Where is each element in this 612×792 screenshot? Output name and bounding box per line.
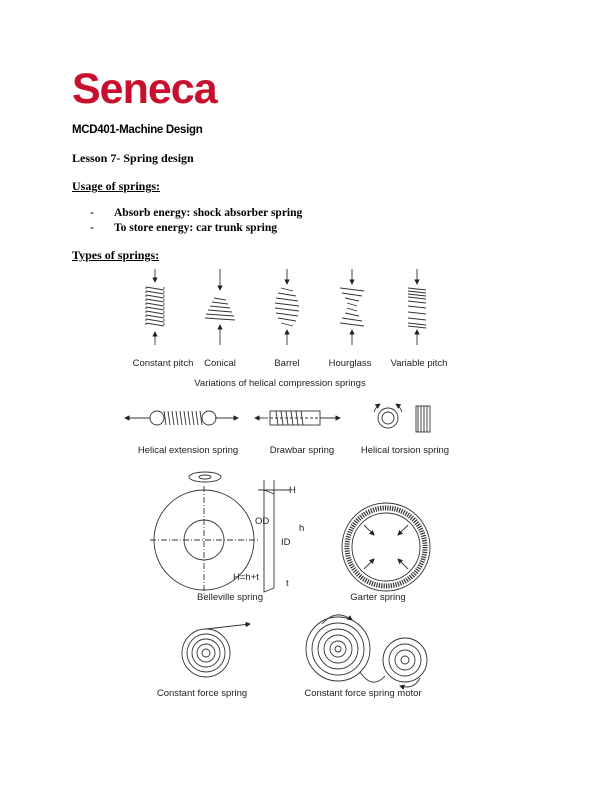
seneca-logo: Seneca: [72, 65, 217, 113]
dim-OD: OD: [255, 516, 270, 527]
compression-caption: Variations of helical compression springs: [194, 378, 366, 389]
constant-force-spring-icon: [182, 624, 250, 677]
usage-item-store: To store energy: car trunk spring: [114, 221, 278, 234]
dim-t: t: [286, 578, 289, 589]
dim-H: H: [289, 485, 296, 496]
hourglass-spring-icon: [340, 269, 364, 345]
bullet-dash: -: [90, 207, 94, 219]
label-drawbar: Drawbar spring: [269, 445, 335, 456]
constant-pitch-spring-icon: [146, 269, 164, 345]
variable-pitch-spring-icon: [408, 269, 426, 345]
lesson-title: Lesson 7- Spring design: [72, 151, 194, 165]
label-constant-force-motor: Constant force spring motor: [304, 688, 422, 699]
label-constant-force: Constant force spring: [156, 688, 248, 699]
usage-heading: Usage of springs:: [72, 179, 161, 193]
helical-extension-spring-icon: [125, 411, 238, 425]
usage-item-absorb: Absorb energy: shock absorber spring: [114, 207, 303, 219]
belleville-spring-icon: [150, 472, 290, 594]
label-variable-pitch: Variable pitch: [390, 358, 448, 369]
barrel-spring-icon: [275, 269, 299, 345]
bullet-dash: -: [90, 221, 94, 234]
garter-spring-icon: [342, 503, 430, 591]
label-barrel: Barrel: [274, 358, 300, 369]
label-garter: Garter spring: [350, 592, 406, 603]
label-helical-torsion: Helical torsion spring: [360, 445, 450, 456]
label-belleville: Belleville spring: [196, 592, 264, 603]
label-conical: Conical: [204, 358, 236, 369]
label-helical-extension: Helical extension spring: [137, 445, 239, 456]
label-constant-pitch: Constant pitch: [132, 358, 194, 369]
dim-ID: ID: [281, 537, 291, 548]
dim-h: h: [299, 523, 305, 534]
drawbar-spring-icon: [255, 411, 340, 425]
types-heading: Types of springs:: [72, 248, 160, 262]
conical-spring-icon: [205, 269, 235, 345]
helical-torsion-spring-icon: [374, 404, 430, 432]
dim-formula: H=h+t: [233, 572, 259, 583]
course-title: MCD401-Machine Design: [72, 124, 203, 136]
constant-force-spring-motor-icon: [306, 615, 427, 687]
label-hourglass: Hourglass: [328, 358, 372, 369]
